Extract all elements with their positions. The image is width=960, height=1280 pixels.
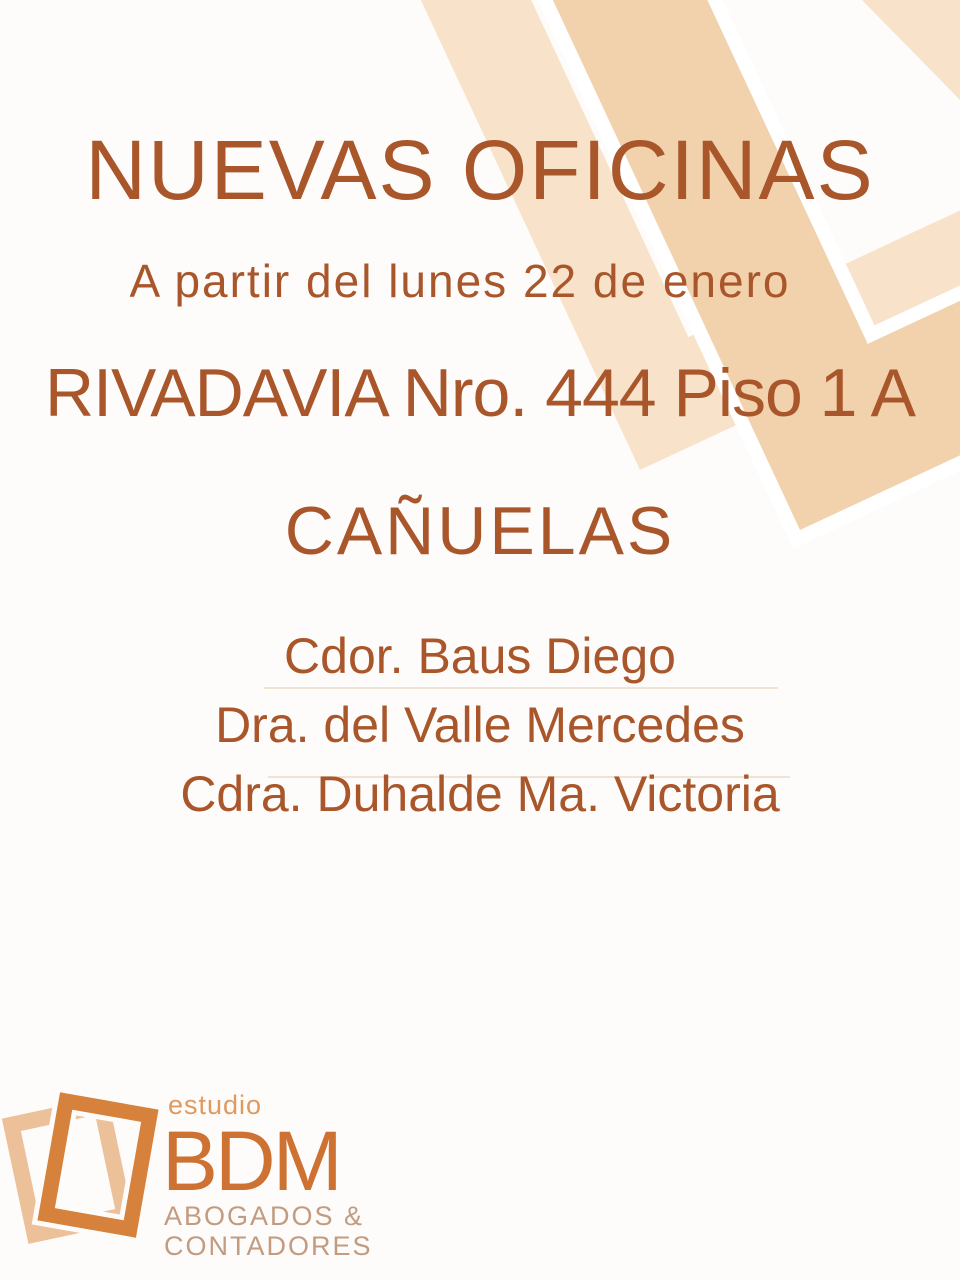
logo-mark (12, 1088, 162, 1273)
effective-date-subtitle: A partir del lunes 22 de enero (129, 255, 791, 307)
page-title: NUEVAS OFICINAS (85, 123, 875, 217)
logo-text (162, 1088, 373, 1273)
person-name: Dra. del Valle Mercedes (215, 697, 745, 753)
logo-studio-label: estudio (168, 1090, 263, 1120)
logo-dark-frame-icon (37, 1092, 158, 1237)
logo-acronym: BDM (162, 1114, 340, 1208)
logo-tagline-line1: ABOGADOS & (164, 1201, 365, 1231)
professionals-list (0, 622, 960, 829)
city-name: CAÑUELAS (284, 493, 676, 569)
firm-logo (12, 1088, 372, 1273)
logo-tagline-line2: CONTADORES (164, 1231, 373, 1261)
address-line: RIVADAVIA Nro. 444 Piso 1 A (44, 355, 915, 431)
person-name: Cdra. Duhalde Ma. Victoria (180, 766, 780, 822)
person-name: Cdor. Baus Diego (284, 628, 676, 684)
